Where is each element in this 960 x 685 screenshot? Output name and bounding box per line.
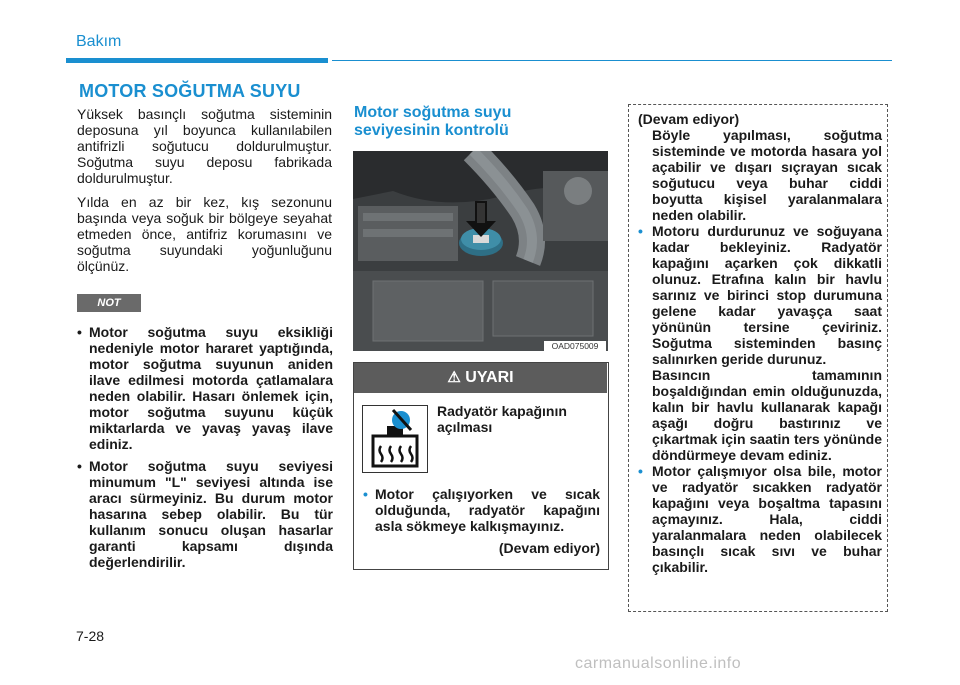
warning-item (638, 223, 882, 367)
figure-code: OAD075009 (544, 341, 606, 351)
note-item (77, 458, 333, 570)
page-number: 7-28 (76, 628, 105, 644)
note-text: Motor soğutma suyu seviyesi minumum "L" seviyesi altında ise aracı sürmeyiniz. Bu durum motor hasarına sebep olabilir. Bu tür kullanım sonucu oluşan hasarlar garanti kapsamı dışında değerlendirilir. (89, 458, 333, 570)
continued-note: (Devam ediyor) (498, 540, 600, 556)
radiator-cap-icon (362, 405, 428, 473)
section-label: Bakım (76, 33, 122, 50)
warning-heading (354, 363, 607, 393)
radiator-steam-icon (363, 406, 427, 472)
engine-bay-photo (353, 151, 608, 351)
warning-text: Motoru durdurunuz ve soğuyana kadar bekleyiniz. Radyatör kapağını açarken çok dikkatli olunuz. Etrafına kalın bir havlu sarınız ve birinci stop durumuna gelene kadar yavaşça saat yönünün tersine çeviriniz. Soğutma sisteminden basınç salınırken geride durunuz. (652, 223, 882, 367)
continued-header: (Devam ediyor) (638, 111, 740, 127)
warning-body (363, 486, 600, 556)
intro-column (77, 106, 332, 282)
note-tag: NOT (77, 294, 141, 312)
warning-text: Motor çalışıyorken ve sıcak olduğunda, radyatör kapağını asla sökmeye kalkışmayınız. (375, 486, 600, 534)
warning-icon-caption: Radyatör kapağının açılması (437, 403, 567, 435)
warning-continuation: Basıncın tamamının boşaldığından emin olduğunuzda, kalın bir havlu kullanarak kapağı aşağı doğru bastırınız ve çıkartmak için saatin ters yönünde döndürmeye devam ediniz. (652, 367, 882, 463)
note-text: Motor soğutma suyu eksikliği nedeniyle motor hararet yaptığında, motor soğutma suyunun aniden ilave edilmesi motorda çatlamalara neden olabilir. Hasarı önlemek için, motor soğutma suyunu küçük miktarlarda ve yavaş yavaş ilave ediniz. (89, 324, 333, 452)
continued-intro: Böyle yapılması, soğutma sisteminde ve motorda hasara yol açabilir ve dışarı sıçrayan sıcak soğutucu veya buhar ciddi boyutta kişisel yaralanmalara neden olabilir. (652, 127, 882, 223)
warning-item (638, 463, 882, 575)
bullet-icon: • (638, 463, 643, 479)
bullet-icon: • (77, 324, 82, 340)
bullet-icon: • (77, 458, 82, 474)
header-rule-thin (332, 60, 892, 61)
watermark: carmanualsonline.info (575, 655, 742, 672)
note-list (77, 324, 333, 576)
header-rule-thick (66, 58, 328, 63)
warning-text: Motor çalışmıyor olsa bile, motor ve radyatör sıcakken radyatör kapağını veya boşaltma tapasını açmayınız. Hala, ciddi yaralanmalara neden olabilecek basınçlı sıcak sıvı ve buhar çıkabilir. (652, 463, 882, 575)
bullet-icon: • (363, 486, 368, 502)
warning-heading-text: UYARI (465, 369, 514, 386)
subsection-title: Motor soğutma suyu seviyesinin kontrolü (354, 104, 512, 139)
engine-bay-illustration (353, 151, 608, 351)
intro-paragraph: Yılda en az bir kez, kış sezonunu başında veya soğuk bir bölgeye seyahat etmeden önce, antifriz korumasını ve soğutma suyundaki yoğunluğunu ölçünüz. (77, 194, 332, 274)
warning-triangle-icon: ⚠ (447, 369, 461, 386)
continued-warning-content (638, 111, 882, 575)
intro-paragraph: Yüksek basınçlı soğutma sisteminin deposuna yıl boyunca kullanılabilen antifrizli soğutucu doldurulmuştur. Soğutma suyu deposu fabrikada doldurulmuştur. (77, 106, 332, 186)
bullet-icon: • (638, 223, 643, 239)
main-title: MOTOR SOĞUTMA SUYU (79, 81, 301, 101)
warning-item (363, 486, 600, 534)
note-item (77, 324, 333, 452)
